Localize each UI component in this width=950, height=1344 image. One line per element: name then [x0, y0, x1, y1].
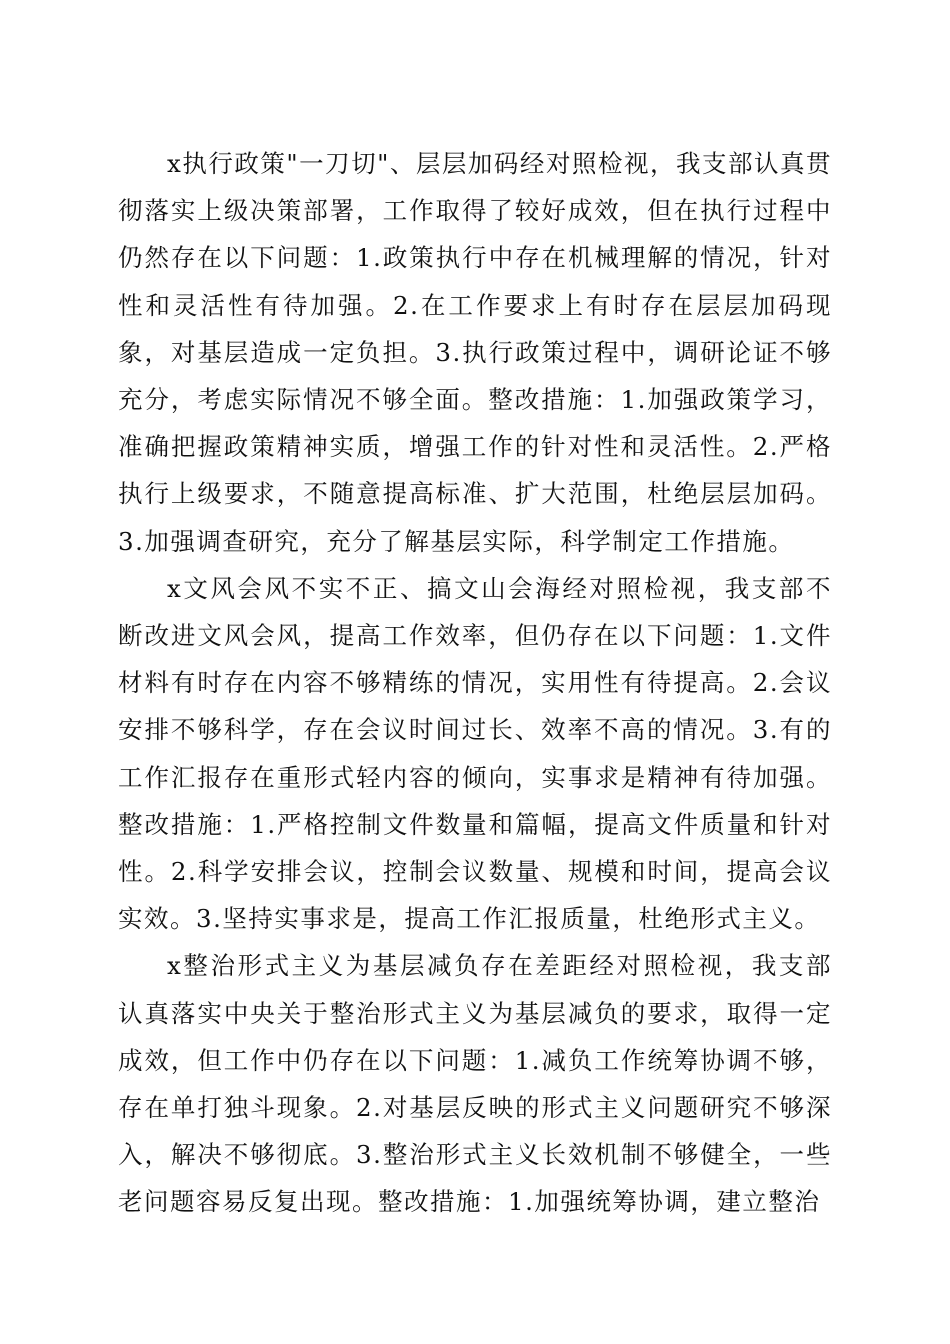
paragraph-policy-execution: x执行政策"一刀切"、层层加码经对照检视，我支部认真贯彻落实上级决策部署，工作取得了较好成效，但在执行过程中仍然存在以下问题：1.政策执行中存在机械理解的情况，针对性和灵活性有待加强。2.在工作要求上有时存在层层加码现象，对基层造成一定负担。3.执行政策过程中，调研论证不够充分，考虑实际情况不够全面。整改措施：1.加强政策学习，准确把握政策精神实质，增强工作的针对性和灵活性。2.严格执行上级要求，不随意提高标准、扩大范围，杜绝层层加码。3.加强调查研究，充分了解基层实际，科学制定工作措施。	[118, 149, 832, 556]
paragraph-writing-meeting-style: x文风会风不实不正、搞文山会海经对照检视，我支部不断改进文风会风，提高工作效率，但仍存在以下问题：1.文件材料有时存在内容不够精练的情况，实用性有待提高。2.会议安排不够科学，存在会议时间过长、效率不高的情况。3.有的工作汇报存在重形式轻内容的倾向，实事求是精神有待加强。整改措施：1.严格控制文件数量和篇幅，提高文件质量和针对性。2.科学安排会议，控制会议数量、规模和时间，提高会议实效。3.坚持实事求是，提高工作汇报质量，杜绝形式主义。	[118, 573, 832, 934]
document-body	[118, 140, 832, 1226]
paragraph-formalism-burden-reduction: x整治形式主义为基层减负存在差距经对照检视，我支部认真落实中央关于整治形式主义为基层减负的要求，取得一定成效，但工作中仍存在以下问题：1.减负工作统筹协调不够，存在单打独斗现象。2.对基层反映的形式主义问题研究不够深入，解决不够彻底。3.整治形式主义长效机制不够健全，一些老问题容易反复出现。整改措施：1.加强统筹协调，建立整治	[118, 951, 832, 1217]
